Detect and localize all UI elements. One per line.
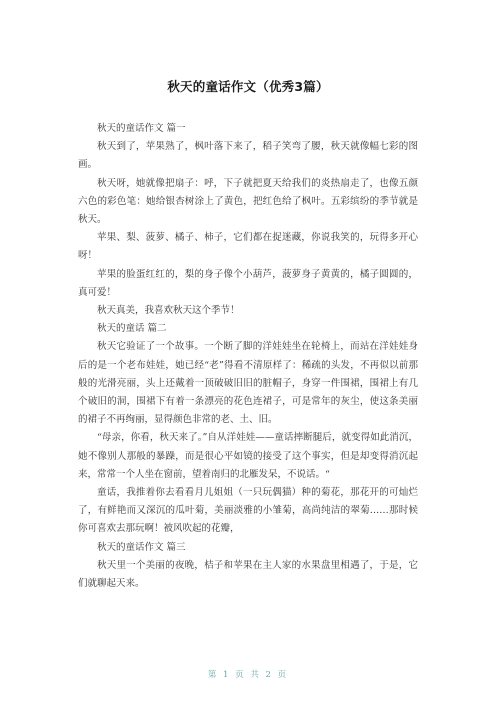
paragraph: “母亲，你看，秋天来了。”自从洋娃娃——童话摔断腿后，就变得如此消沉，她不像别人那般的暴躁，而是很心平如镜的接受了这个事实，但是却变得消沉起来，常常一个人坐在窗前，望着南归的北雁发呆，不说话。“: [78, 432, 418, 480]
paragraph: 秋天里一个美丽的夜晚，桔子和苹果在主人家的水果盘里相遇了，于是，它们就聊起天来。: [78, 559, 418, 590]
document-body: [78, 120, 418, 593]
document-title: 秋天的童话作文（优秀3篇）: [167, 79, 329, 94]
paragraph: 童话，我推着你去看看月儿姐姐（一只玩偶猫）种的菊花，那花开的可灿烂了，有鲜艳而又深沉的瓜叶菊，美丽淡雅的小雏菊，高尚纯洁的翠菊……那时候你可喜欢去那玩啊！被风吹起的花瓣，: [78, 487, 418, 535]
paragraph: 秋天它验证了一个故事。一个断了脚的洋娃娃坐在轮椅上，而站在洋娃娃身后的是一个老布娃娃，她已经“老”得看不清原样了：稀疏的头发，不再似以前那般的光滑亮丽，头上还戴着一顶破破旧旧的脏帽子，身穿一件围裙，围裙上有几个破旧的洞，围裙下有着一条漂亮的花色连裙子，可是常年的灰尘，使这条美丽的裙子不再绚丽，显得颜色非常的老、土、旧。: [78, 341, 418, 426]
section-heading-2: 秋天的童话 篇二: [97, 323, 167, 335]
section-heading-3: 秋天的童话作文 篇三: [97, 541, 186, 553]
paragraph: 秋天真美，我喜欢秋天这个季节！: [97, 305, 240, 317]
section-heading-1: 秋天的童话作文 篇一: [97, 123, 186, 134]
paragraph: 苹果的脸蛋红红的，梨的身子像个小葫芦，菠萝身子黄黄的，橘子圆圆的，真可爱！: [78, 268, 418, 298]
paragraph: 秋天到了，苹果熟了，枫叶落下来了，稻子笑弯了腰，秋天就像幅七彩的图画。: [78, 141, 418, 171]
page-footer: 第 1 页 共 2 页: [207, 670, 289, 680]
paragraph: 秋天呀，她就像把扇子：呼，下子就把夏天给我们的炎热扇走了，也像五颜六色的彩色笔：她给银杏树涂上了黄色，把红色给了枫叶。五彩缤纷的季节就是秋天。: [78, 177, 418, 226]
paragraph: 苹果、梨、菠萝、橘子、柿子，它们都在捉迷藏，你说我笑的，玩得多开心呀！: [78, 232, 418, 262]
